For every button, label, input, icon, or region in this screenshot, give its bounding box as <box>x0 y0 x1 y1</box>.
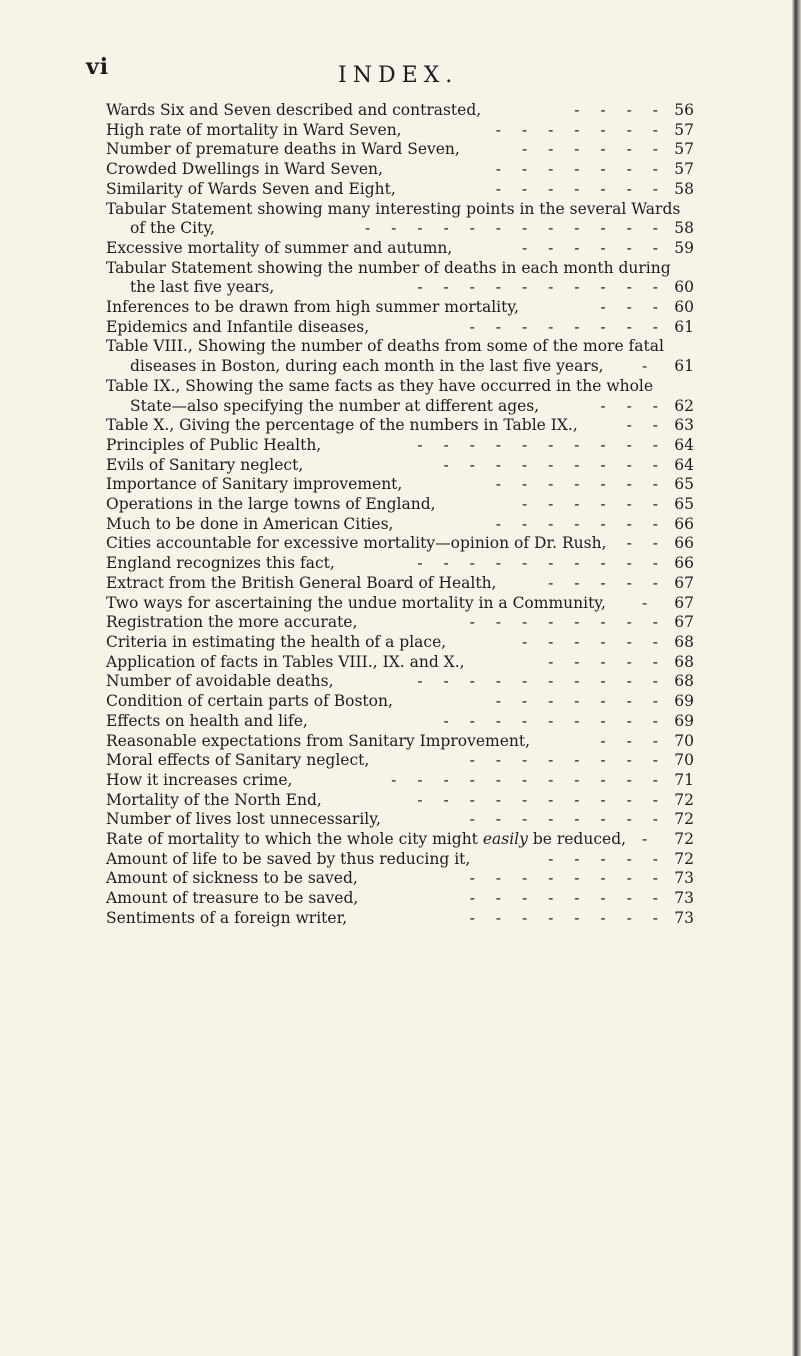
index-entry-text: Amount of life to be saved by thus reducing it, <box>106 849 471 868</box>
index-entry-page: 64 <box>674 455 694 474</box>
index-entry-text: Table IX., Showing the same facts as they have occurred in the whole State—also specifying the number at different ages, <box>106 376 654 415</box>
index-entry-page: 73 <box>674 869 694 888</box>
index-entry <box>106 692 694 712</box>
index-entry-text: Registration the more accurate, <box>106 613 358 632</box>
index-entry-text: Effects on health and life, <box>106 711 308 730</box>
index-entry-text: Tabular Statement showing many interesting points in the several Wards of the City, <box>106 199 681 238</box>
index-entry-text: Inferences to be drawn from high summer mortality, <box>106 298 519 317</box>
index-entry <box>106 199 694 239</box>
index-entry-page: 60 <box>674 298 694 317</box>
index-entry <box>106 101 694 121</box>
index-entry-text: Excessive mortality of summer and autumn, <box>106 238 453 257</box>
leader-dashes: - - - - - - - <box>495 160 666 179</box>
leader-dashes: - - - - - <box>548 573 666 592</box>
index-entry <box>106 652 694 673</box>
index-entry <box>106 475 694 495</box>
index-entry-text: Operations in the large towns of England, <box>106 495 436 514</box>
index-entry-page: 72 <box>674 790 694 809</box>
index-entry-page: 70 <box>674 731 694 750</box>
leader-dashes: - - - - - - - - - - - - <box>364 219 666 238</box>
leader-dashes: - - - - - <box>548 652 666 671</box>
leader-dashes: - - - - - - - - - - <box>417 278 666 297</box>
index-entry-page: 69 <box>674 692 694 711</box>
index-entry-page: 60 <box>674 278 694 297</box>
index-entry-text: Crowded Dwellings in Ward Seven, <box>106 160 383 179</box>
leader-dashes: - - <box>626 416 666 435</box>
index-entry-text: Table VIII., Showing the number of deaths from some of the more fatal diseases in Boston, during each month in the last five years, <box>106 337 664 376</box>
leader-dashes: - - - - - - - - <box>469 810 666 829</box>
index-entry-text: Application of facts in Tables VIII., IX. and X., <box>106 652 465 671</box>
page-heading: INDEX. <box>338 63 459 88</box>
index-entry-page: 56 <box>674 101 694 119</box>
index-entry-text: Number of premature deaths in Ward Seven, <box>106 140 460 159</box>
leader-dashes: - - - - - - - - <box>469 751 666 770</box>
index-entry-page: 58 <box>674 219 694 238</box>
index-entry-text: Wards Six and Seven described and contrasted, <box>106 101 482 119</box>
index-entry <box>106 495 694 515</box>
leader-dashes: - - <box>626 534 666 553</box>
index-entry-page: 68 <box>674 672 694 691</box>
index-entry-emphasis: easily <box>482 830 528 849</box>
index-entry <box>106 573 694 594</box>
index-entry-text: Extract from the British General Board of Health, <box>106 573 497 592</box>
index-entry <box>106 731 694 752</box>
index-entry-text: Condition of certain parts of Boston, <box>106 692 393 711</box>
index-entry <box>106 613 694 633</box>
leader-dashes: - - - - - - - - <box>469 869 666 888</box>
index-entry-text: Importance of Sanitary improvement, <box>106 475 403 494</box>
index-entry <box>106 317 694 338</box>
leader-dashes: - - - - - - - - - <box>443 711 666 730</box>
index-entry-text: Rate of mortality to which the whole city might <box>106 830 478 849</box>
index-entry-page: 62 <box>674 396 694 415</box>
index-entry <box>106 514 694 535</box>
leader-dashes: - - - - - - - - <box>469 317 666 336</box>
index-entry <box>106 160 694 180</box>
leader-dashes: - - - - - - - <box>495 514 666 533</box>
leader-dashes: - - - - - - - - <box>469 889 666 908</box>
index-entry <box>106 435 694 456</box>
index-entry-text: Two ways for ascertaining the undue mortality in a Community, <box>106 593 606 612</box>
leader-dashes: - - - - - - <box>521 140 666 159</box>
index-entry-text: Moral effects of Sanitary neglect, <box>106 751 370 770</box>
index-entry <box>106 849 694 870</box>
leader-dashes: - - - - - - <box>521 632 666 651</box>
index-entry <box>106 810 694 830</box>
index-entry <box>106 751 694 771</box>
leader-dashes: - - - - - - - <box>495 179 666 198</box>
page-edge-shadow <box>792 0 801 1356</box>
leader-dashes: - - - - - - - - - <box>443 455 666 474</box>
index-entry-page: 57 <box>674 120 694 139</box>
index-entry-page: 73 <box>674 908 694 927</box>
index-entry <box>106 869 694 889</box>
index-entry-text: Number of avoidable deaths, <box>106 672 334 691</box>
index-entry <box>106 908 694 929</box>
index-entry: Table VIII., Showing the number of deaths from some of the more fatal diseases in Boston, during each month in the last five years, - 61 <box>106 337 694 376</box>
index-entry: Two ways for ascertaining the undue mortality in a Community, - 67 <box>106 593 694 612</box>
index-entry <box>106 298 694 318</box>
index-entry <box>106 455 694 476</box>
index-entry-text: Much to be done in American Cities, <box>106 514 394 533</box>
index-entry-page: 58 <box>674 179 694 198</box>
index-entry-page: 63 <box>674 416 694 435</box>
index-entry <box>106 632 694 653</box>
leader-dashes: - - - - - - - - - - <box>417 435 666 454</box>
index-entry-page: 57 <box>674 160 694 179</box>
index-entry-page: 66 <box>674 514 694 533</box>
index-entry-page: 70 <box>674 751 694 770</box>
index-entry-text: Sentiments of a foreign writer, <box>106 908 348 927</box>
leader-dashes: - - - <box>600 396 666 415</box>
index-entry-page: 65 <box>674 495 694 514</box>
index-entry <box>106 258 694 298</box>
index-entry-page: 72 <box>674 830 694 849</box>
index-entry-text: Mortality of the North End, <box>106 790 322 809</box>
index-entry-page: 71 <box>674 770 694 789</box>
index-entry-page: 61 <box>674 357 694 376</box>
index-entry-page: 68 <box>674 652 694 671</box>
leader-dashes: - - - - - - - - <box>469 613 666 632</box>
index-entry-page: 66 <box>674 554 694 573</box>
leader-dashes: - - - - - - - - <box>469 908 666 927</box>
index-entry <box>106 179 694 200</box>
index-entry-page: 64 <box>674 435 694 454</box>
index-entry-text-continued: be reduced, <box>532 830 627 849</box>
index-entry-text: Cities accountable for excessive mortality—opinion of Dr. Rush, <box>106 534 607 553</box>
index-entry <box>106 140 694 160</box>
index-entry <box>106 790 694 811</box>
leader-dashes: - - - <box>600 731 666 750</box>
index-entry-text: Tabular Statement showing the number of deaths in each month during the last five years, <box>106 258 671 297</box>
index-entry-page: 68 <box>674 632 694 651</box>
index-entry <box>106 889 694 909</box>
index-entry <box>106 770 694 791</box>
leader-dashes: - - - - - - <box>521 495 666 514</box>
leader-dashes: - - - - - - - - - - - <box>391 770 666 789</box>
index-entry-text: Amount of sickness to be saved, <box>106 869 358 888</box>
index-entry-text: Evils of Sanitary neglect, <box>106 455 304 474</box>
index-entry <box>106 672 694 692</box>
index-entry-page: 72 <box>674 810 694 829</box>
index-entry-text: Amount of treasure to be saved, <box>106 889 359 908</box>
leader-dashes: - - - - - - - <box>495 692 666 711</box>
index-entry <box>106 534 694 554</box>
leader-dashes: - - - - - - - <box>495 475 666 494</box>
index-entry-text: Table X., Giving the percentage of the numbers in Table IX., <box>106 416 578 435</box>
index-list <box>106 101 694 929</box>
leader-dashes: - - - - - <box>548 849 666 868</box>
index-entry <box>106 376 694 416</box>
index-entry <box>106 416 694 436</box>
leader-dashes: - - - - - - - <box>495 120 666 139</box>
index-entry: Rate of mortality to which the whole city might easily be reduced, - 72 <box>106 830 694 849</box>
index-entry-page: 65 <box>674 475 694 494</box>
index-entry-text: Number of lives lost unnecessarily, <box>106 810 381 829</box>
index-entry <box>106 120 694 141</box>
index-entry-text: Epidemics and Infantile diseases, <box>106 317 370 336</box>
index-entry-text: Similarity of Wards Seven and Eight, <box>106 179 396 198</box>
index-entry <box>106 238 694 259</box>
leader-dashes: - - - - - - <box>521 238 666 257</box>
index-entry-page: 57 <box>674 140 694 159</box>
leader-dashes: - - - - <box>574 101 666 119</box>
index-entry-text: High rate of mortality in Ward Seven, <box>106 120 402 139</box>
index-entry <box>106 711 694 732</box>
index-entry-page: 69 <box>674 711 694 730</box>
index-entry-text: Reasonable expectations from Sanitary Improvement, <box>106 731 531 750</box>
index-entry-page: 61 <box>674 317 694 336</box>
index-entry-text: How it increases crime, <box>106 770 293 789</box>
index-entry-page: 72 <box>674 849 694 868</box>
index-entry <box>106 554 694 574</box>
index-entry-text: Principles of Public Health, <box>106 435 322 454</box>
leader-dashes: - - - - - - - - - - <box>417 790 666 809</box>
page-number: vi <box>86 54 110 80</box>
leader-dashes: - - - - - - - - - - <box>417 672 666 691</box>
index-entry-text: England recognizes this fact, <box>106 554 335 573</box>
leader-dashes: - - - - - - - - - - <box>417 554 666 573</box>
leader-dashes: - - - <box>600 298 666 317</box>
index-entry-page: 73 <box>674 889 694 908</box>
index-entry-page: 67 <box>674 593 694 612</box>
index-entry-page: 66 <box>674 534 694 553</box>
index-entry-page: 59 <box>674 238 694 257</box>
index-entry-page: 67 <box>674 573 694 592</box>
index-entry-text: Criteria in estimating the health of a place, <box>106 632 447 651</box>
index-entry-page: 67 <box>674 613 694 632</box>
